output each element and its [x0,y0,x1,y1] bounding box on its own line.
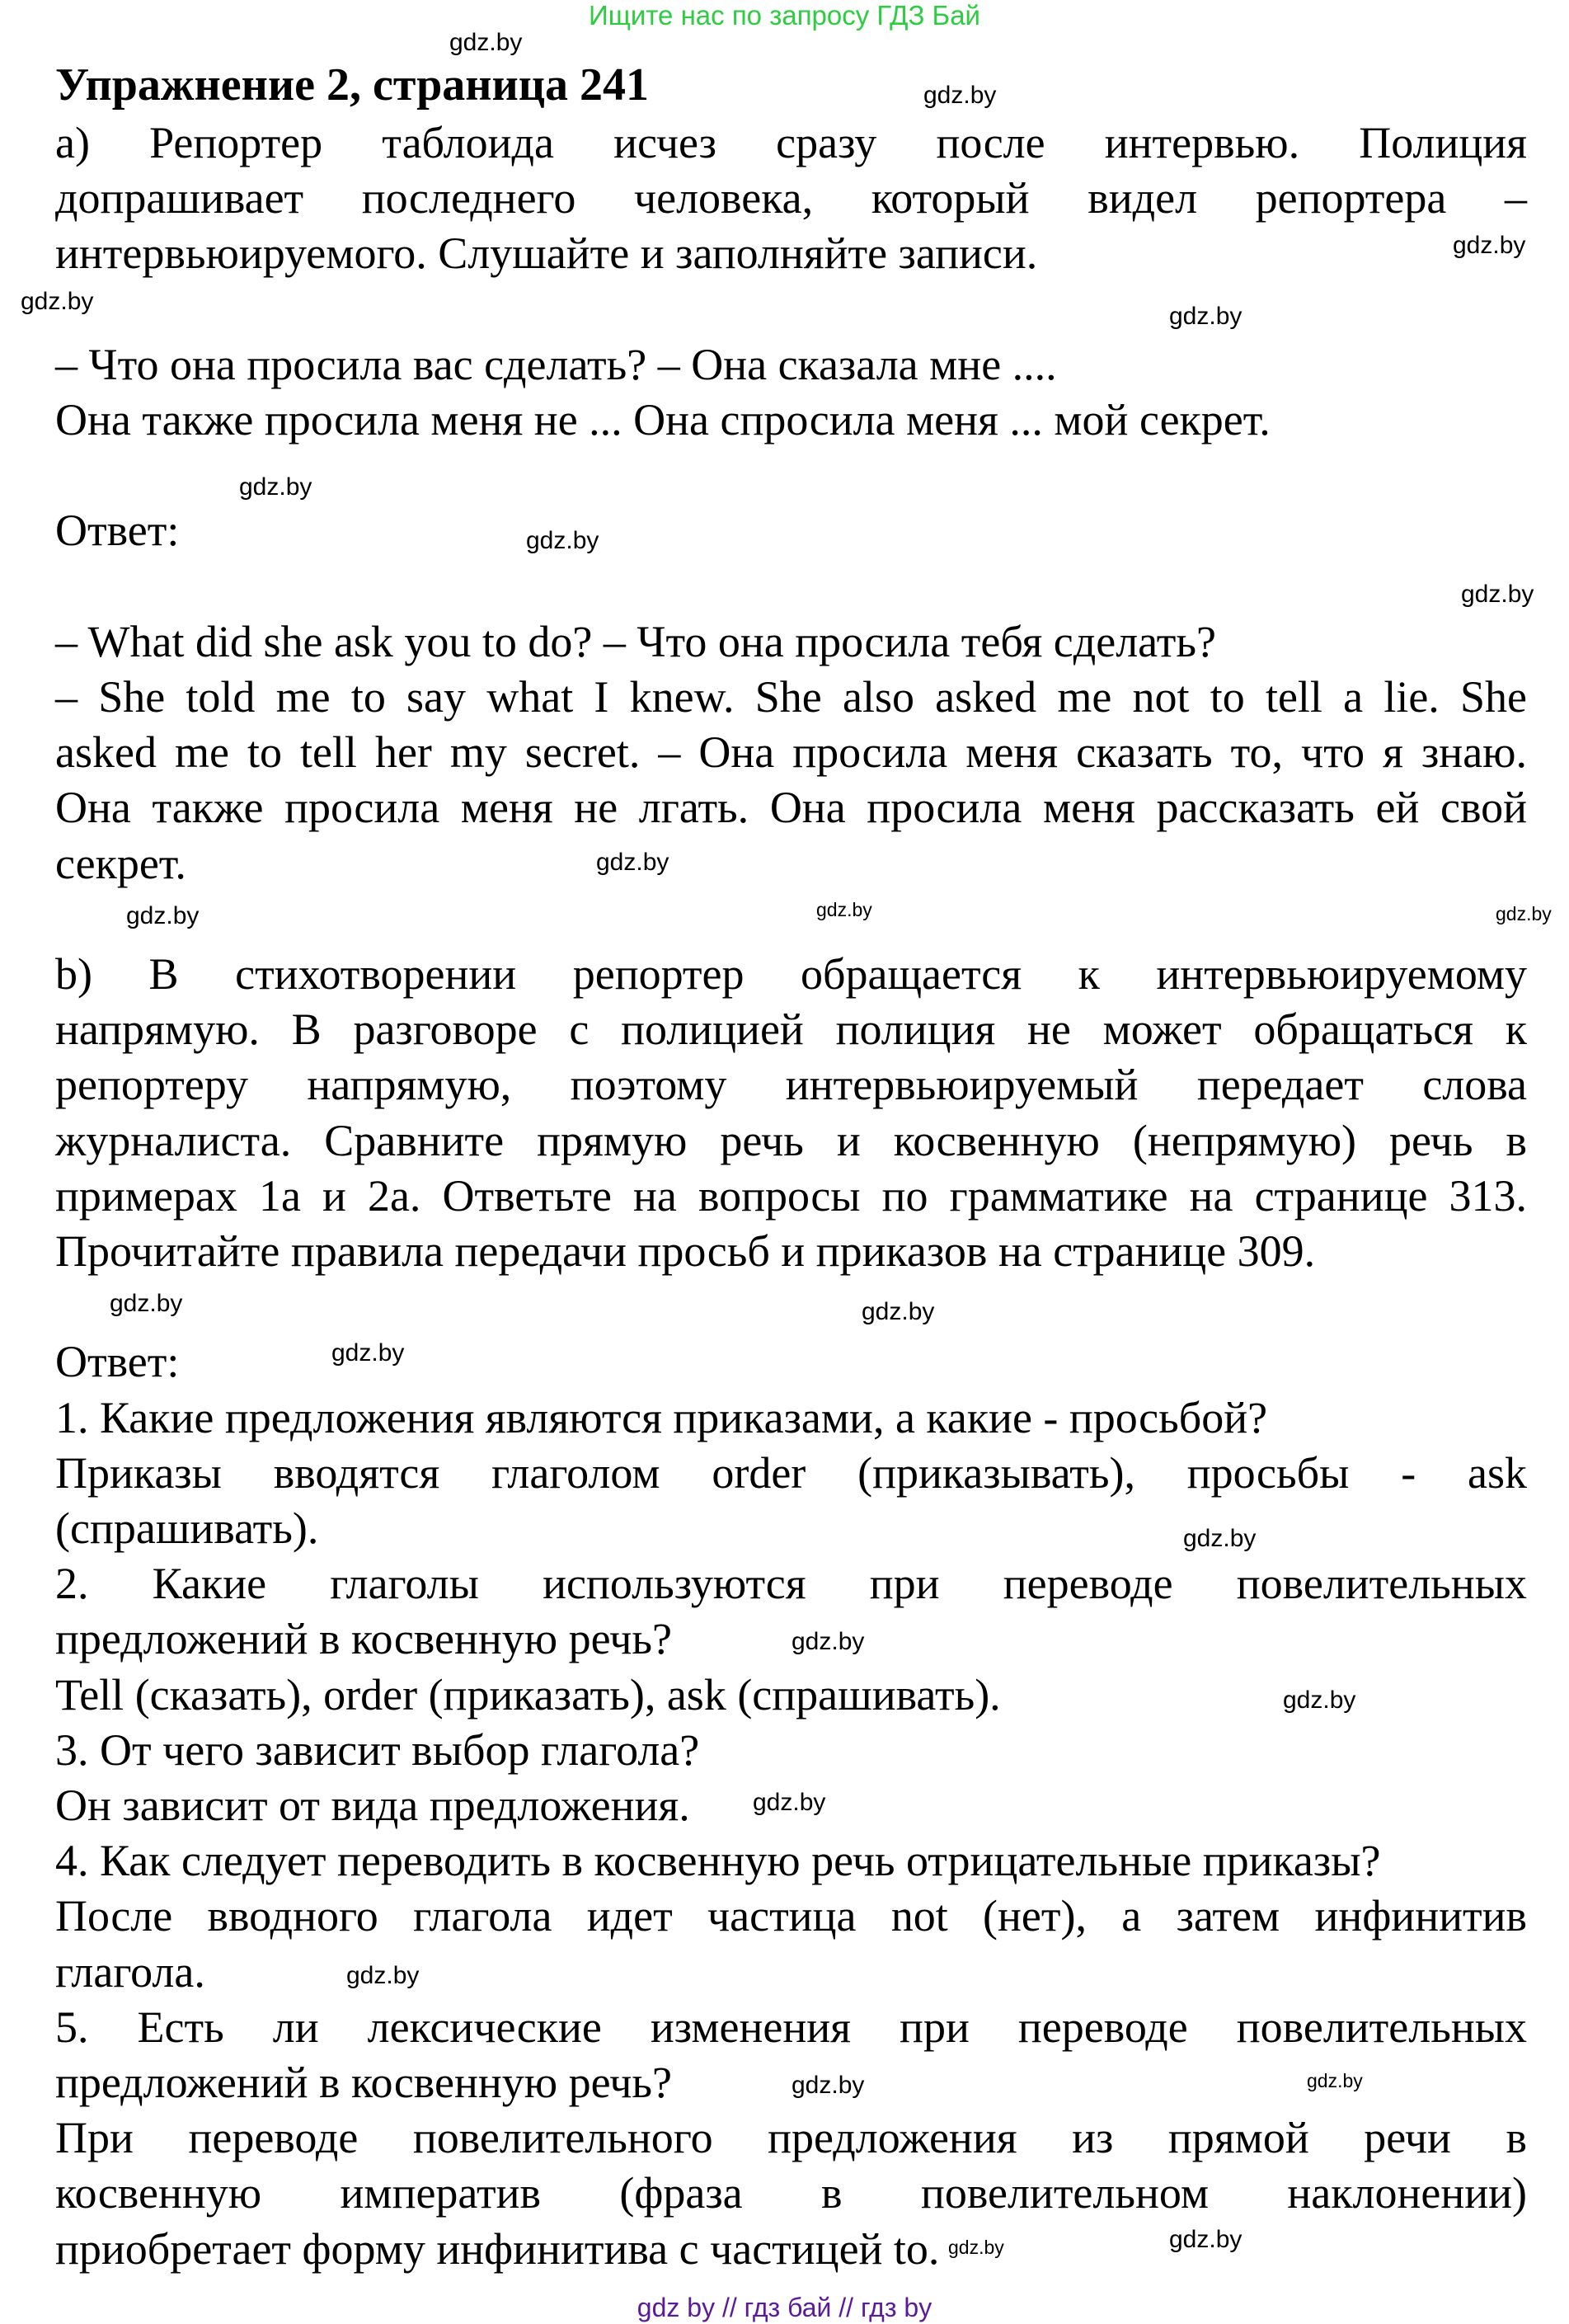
text-line: Он зависит от вида предложения. [55,1781,690,1830]
text-line: приобретает форму инфинитива с частицей to. [55,2224,940,2274]
page-title: Упражнение 2, страница 241 [55,59,650,111]
text-line: Она также просила меня не лгать. Она просила меня рассказать ей свой [55,783,1527,832]
watermark-gdz: gdz.by [110,1290,183,1317]
text-line: журналиста. Сравните прямую речь и косвенную (непрямую) речь в [55,1116,1527,1165]
watermark-gdz: gdz.by [792,2072,865,2099]
watermark-gdz: gdz.by [1461,581,1534,608]
watermark-gdz: gdz.by [346,1962,420,1989]
text-line: 5. Есть ли лексические изменения при переводе повелительных [55,2002,1527,2052]
text-line: глагола. [55,1947,205,1997]
text-line: b) В стихотворении репортер обращается к интервьюируемому [55,949,1527,999]
watermark-gdz: gdz.by [596,849,669,876]
watermark-gdz: gdz.by [126,902,200,929]
text-line: допрашивает последнего человека, который видел репортера – [55,173,1527,223]
answer-label: Ответ: [55,1337,180,1386]
text-line: предложений в косвенную речь? [55,2058,672,2107]
text-line: а) Репортер таблоида исчез сразу после интервью. Полиция [55,118,1527,167]
watermark-gdz: gdz.by [1169,303,1243,330]
watermark-gdz: gdz.by [923,82,997,109]
watermark-gdz: gdz.by [816,899,872,920]
watermark-gdz: gdz.by [1307,2070,1363,2091]
watermark-gdz: gdz.by [239,473,312,501]
text-line: Tell (сказать), order (приказать), ask (спрашивать). [55,1670,1001,1719]
watermark-gdz: gdz.by [1183,1525,1257,1552]
footer-banner[interactable]: gdz by // гдз бай // гдз by [637,2293,932,2322]
text-line: Прочитайте правила передачи просьб и приказов на странице 309. [55,1226,1316,1276]
text-line: предложений в косвенную речь? [55,1614,672,1663]
watermark-gdz: gdz.by [526,527,599,554]
watermark-gdz: gdz.by [1169,2226,1243,2253]
answer-label: Ответ: [55,506,180,555]
watermark-gdz: gdz.by [449,29,523,56]
watermark-gdz: gdz.by [753,1789,826,1816]
text-line: (спрашивать). [55,1503,319,1553]
text-line: asked me to tell her my secret. – Она просила меня сказать то, что я знаю. [55,727,1527,777]
watermark-gdz: gdz.by [1283,1687,1356,1714]
watermark-gdz: gdz.by [21,288,94,315]
watermark-gdz: gdz.by [792,1628,865,1655]
text-line: 2. Какие глаголы используются при переводе повелительных [55,1559,1527,1608]
text-line: 1. Какие предложения являются приказами, а какие - просьбой? [55,1393,1268,1442]
text-line: Она также просила меня не ... Она спросила меня ... мой секрет. [55,395,1271,445]
watermark-gdz: gdz.by [948,2237,1004,2258]
text-line: 3. От чего зависит выбор глагола? [55,1725,700,1775]
text-line: При переводе повелительного предложения из прямой речи в [55,2113,1527,2162]
watermark-gdz: gdz.by [1453,232,1526,259]
text-line: – She told me to say what I knew. She also asked me not to tell a lie. She [55,672,1527,722]
text-line: Приказы вводятся глаголом order (приказывать), просьбы - ask [55,1448,1527,1498]
watermark-gdz: gdz.by [331,1339,405,1367]
text-line: репортеру напрямую, поэтому интервьюируемый передает слова [55,1060,1527,1109]
text-line: секрет. [55,839,186,888]
text-line: После вводного глагола идет частица not (нет), а затем инфинитив [55,1891,1527,1941]
watermark-gdz: gdz.by [1496,903,1552,924]
text-line: косвенную императив (фраза в повелительном наклонении) [55,2168,1527,2218]
text-line: напрямую. В разговоре с полицией полиция не может обращаться к [55,1004,1527,1054]
header-banner[interactable]: Ищите нас по запросу ГДЗ Бай [589,0,980,31]
watermark-gdz: gdz.by [862,1298,935,1325]
text-line: интервьюируемого. Слушайте и заполняйте записи. [55,228,1038,278]
text-line: – Что она просила вас сделать? – Она сказала мне .... [55,340,1057,389]
text-line: 4. Как следует переводить в косвенную речь отрицательные приказы? [55,1836,1381,1885]
text-line: примерах 1а и 2а. Ответьте на вопросы по грамматике на странице 313. [55,1171,1527,1221]
text-line: – What did she ask you to do? – Что она просила тебя сделать? [55,617,1216,666]
